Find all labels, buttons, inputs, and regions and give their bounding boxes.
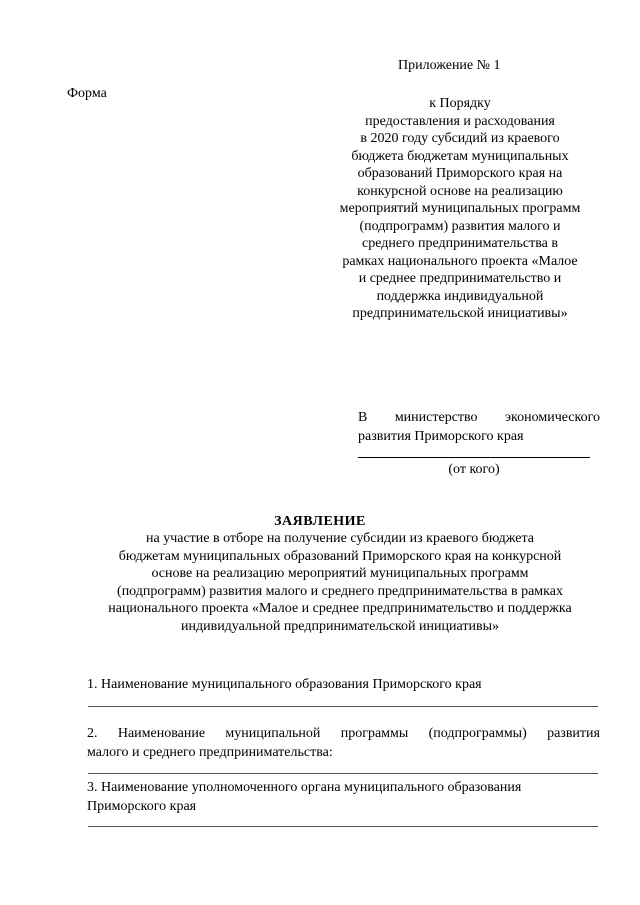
appendix-description	[320, 95, 600, 323]
item-line: малого и среднего предпринимательства:	[87, 745, 333, 760]
appendix-line: к Порядку	[429, 96, 491, 111]
item-word: муниципальной	[225, 726, 321, 741]
statement-line: основе на реализацию мероприятий муниципальных программ	[151, 566, 529, 582]
item-word: Наименование	[117, 726, 206, 741]
from-whom-caption: (от кого)	[448, 462, 500, 477]
statement-line: бюджетам муниципальных образований Приморского края на конкурсной	[118, 548, 562, 564]
appendix-line: в 2020 году субсидий из краевого	[360, 131, 560, 146]
statement-line: индивидуальной предпринимательской инициативы»	[180, 618, 499, 634]
statement-line: национального проекта «Малое и среднее предпринимательство и поддержка	[108, 601, 572, 617]
item-word: развития	[547, 726, 600, 741]
addressee-word: В	[358, 410, 368, 425]
item-word: 2.	[87, 726, 98, 741]
appendix-line: (подпрограмм) развития малого и	[359, 218, 561, 234]
appendix-line: предоставления и расходования	[365, 113, 555, 129]
form-label: Форма	[67, 86, 107, 101]
appendix-line: конкурсной основе на реализацию	[357, 183, 563, 199]
addressee-word: экономического	[505, 410, 600, 425]
appendix-line: рамках национального проекта «Малое	[342, 253, 578, 269]
statement-line: на участие в отборе на получение субсидии из краевого бюджета	[146, 531, 534, 546]
appendix-line: мероприятий муниципальных программ	[339, 201, 581, 216]
item-program-name	[87, 724, 600, 762]
item-word: (подпрограммы)	[428, 726, 527, 741]
item-line: 3. Наименование уполномоченного органа муниципального образования	[87, 780, 522, 795]
appendix-number: Приложение № 1	[398, 58, 501, 73]
addressee-line: развития Приморского края	[358, 429, 524, 444]
item-municipality-name: 1. Наименование муниципального образования Приморского края	[87, 677, 482, 692]
appendix-line: среднего предпринимательства в	[362, 236, 558, 251]
item-word: программы	[340, 726, 409, 741]
addressee-word: министерство	[394, 410, 478, 425]
statement-line: (подпрограмм) развития малого и среднего предпринимательства в рамках	[117, 583, 563, 599]
appendix-line: бюджета бюджетам муниципальных	[351, 148, 569, 164]
item-line	[87, 724, 600, 743]
item-1-field-line[interactable]	[88, 706, 598, 707]
addressee-line	[358, 408, 600, 427]
appendix-line: поддержка индивидуальной	[376, 288, 544, 304]
appendix-line: предпринимательской инициативы»	[352, 306, 568, 321]
appendix-line: образований Приморского края на	[357, 166, 563, 181]
from-whom-field-line[interactable]	[358, 457, 590, 458]
item-line: Приморского края	[87, 799, 197, 814]
statement-title: ЗАЯВЛЕНИЕ	[274, 514, 366, 529]
item-3-field-line[interactable]	[88, 826, 598, 827]
statement-subtitle	[60, 530, 620, 636]
item-authorized-body-name	[87, 778, 600, 816]
item-2-field-line[interactable]	[88, 773, 598, 774]
addressee-block	[358, 408, 600, 446]
appendix-line: и среднее предпринимательство и	[358, 271, 562, 286]
